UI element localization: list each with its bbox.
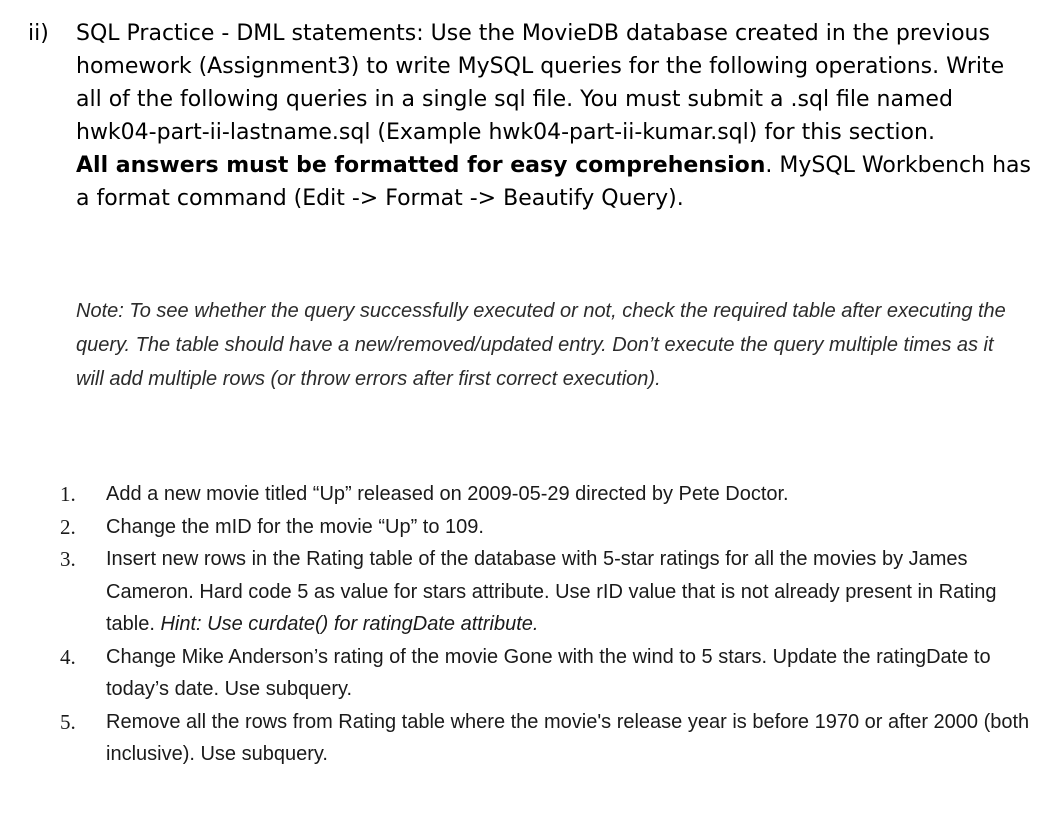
list-item-number: 5.	[60, 709, 76, 734]
emphasis-text: All answers must be formatted for easy comprehension	[76, 153, 766, 178]
note-text: Note: To see whether the query successfully executed or not, check the required table after executing the query. The table should have a new/removed/updated entry. Don’t execute the query multiple times as it will add multiple rows (or throw errors after first correct execution).	[76, 300, 1006, 390]
task-text: Add a new movie titled “Up” released on 2009-05-29 directed by Pete Doctor.	[106, 483, 789, 505]
list-item	[60, 478, 1050, 511]
task-text: Remove all the rows from Rating table where the movie's release year is before 1970 or after 2000 (both inclusive). Use subquery.	[106, 710, 1030, 765]
task-text: Change the mID for the movie “Up” to 109.	[106, 515, 484, 538]
list-item	[60, 706, 1050, 771]
list-item-number: 2.	[60, 514, 76, 539]
task-list	[60, 478, 1050, 771]
task-text: Insert new rows in the Rating table of the database with 5-star ratings for all the movies by James Cameron. Hard code 5 as value for stars attribute. Use rID value that is not already present in Rating table.	[106, 548, 997, 635]
list-item-text	[106, 511, 1050, 544]
list-item	[60, 641, 1050, 706]
intro-text: SQL Practice - DML statements: Use the MovieDB database created in the previous homework (Assignment3) to write MySQL queries for the following operations. Write all of the following queries in a single sql file. You must submit a .sql file named hwk04-part-ii-lastname.sql (Example hwk04-part-ii-kumar.sql) for this section.	[76, 21, 1005, 145]
list-item	[60, 543, 1050, 641]
list-item-number: 3.	[60, 547, 76, 571]
list-item-text	[106, 478, 1050, 511]
list-item-text	[106, 706, 1050, 771]
format-tip-text: . MySQL Workbench has a format command (Edit -> Format -> Beautify Query).	[76, 153, 1031, 211]
intro-block	[76, 17, 1036, 215]
intro-paragraph	[76, 17, 1036, 215]
list-item-text	[106, 641, 1050, 706]
list-item	[60, 511, 1050, 544]
list-item-number: 1.	[60, 482, 76, 506]
list-item-number: 4.	[60, 644, 76, 669]
hint-text: Hint: Use curdate() for ratingDate attribute.	[160, 613, 539, 635]
task-text: Change Mike Anderson’s rating of the movie Gone with the wind to 5 stars. Update the ratingDate to today’s date. Use subquery.	[106, 645, 991, 700]
list-item-text	[106, 543, 1050, 641]
section-marker: ii)	[28, 21, 49, 46]
